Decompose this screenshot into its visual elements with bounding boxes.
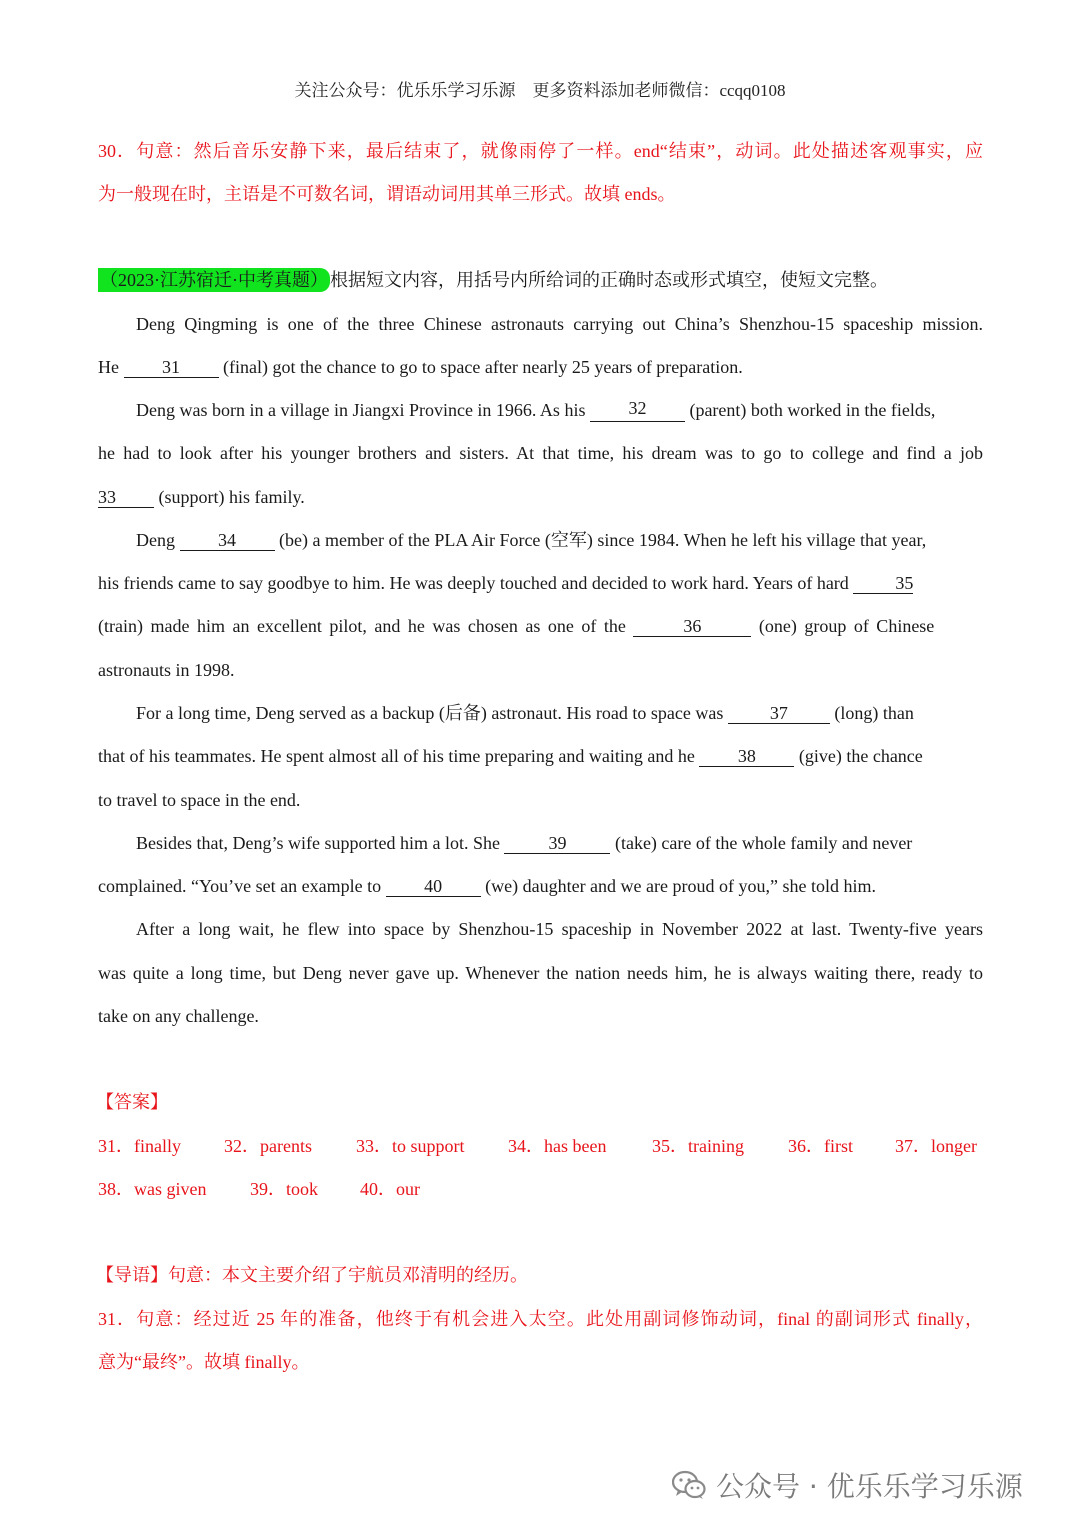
text: He [98, 357, 124, 377]
text: his friends came to say goodbye to him. He was deeply touched and decided to work hard. Years of hard [98, 573, 854, 593]
source-tag: （2023·江苏宿迁·中考真题） [100, 270, 328, 290]
blank-35: 35 [853, 573, 913, 594]
passage-p3-line-4: astronauts in 1998. [98, 660, 235, 680]
passage-p4-line-1 [136, 701, 983, 725]
passage-p6-line-3: take on any challenge. [98, 1006, 259, 1026]
passage-p3-line-2 [98, 571, 983, 595]
watermark-text: 公众号 · 优乐乐学习乐源 [716, 1470, 1023, 1503]
blank-36: 36 [633, 616, 751, 637]
text: Deng was born in a village in Jiangxi Province in 1966. As his [136, 400, 590, 420]
q30-explanation-line-1: 30．句意：然后音乐安静下来，最后结束了，就像雨停了一样。end“结束”，动词。此处描述客观事实，应 [98, 141, 983, 161]
text: complained. “You’ve set an example to [98, 876, 386, 896]
blank-31: 31 [124, 357, 219, 378]
answer-38: 38．was given [98, 1179, 207, 1199]
text: (take) care of the whole family and never [610, 833, 913, 853]
passage-p1-line-2 [98, 355, 983, 379]
page-header: 关注公众号：优乐乐学习乐源 更多资料添加老师微信：ccqq0108 [294, 81, 786, 100]
answer-31: 31．finally [98, 1136, 181, 1156]
blank-38: 38 [699, 746, 794, 767]
answer-36: 36．first [788, 1136, 853, 1156]
passage-p5-line-2 [98, 874, 983, 898]
text: (we) daughter and we are proud of you,” she told him. [480, 876, 876, 896]
passage-p6-line-2: was quite a long time, but Deng never gave up. Whenever the nation needs him, he is always waiting there, ready to [98, 963, 983, 983]
text: (parent) both worked in the fields, [684, 400, 936, 420]
q30-explanation-line-2: 为一般现在时，主语是不可数名词，谓语动词用其单三形式。故填 ends。 [98, 184, 676, 204]
text: (one) group of Chinese [751, 616, 935, 636]
blank-40: 40 [386, 876, 481, 897]
wechat-icon [672, 1470, 706, 1500]
passage-p5-line-1 [136, 831, 983, 855]
blank-33: 33 [98, 487, 154, 508]
text: (be) a member of the PLA Air Force (空军) since 1984. When he left his village that year, [274, 530, 927, 550]
text: (train) made him an excellent pilot, and he was chosen as one of the [98, 616, 634, 636]
section-instruction: 根据短文内容，用括号内所给词的正确时态或形式填空，使短文完整。 [330, 270, 888, 290]
explanation-intro: 【导语】句意：本文主要介绍了宇航员邓清明的经历。 [96, 1265, 528, 1285]
answer-32: 32．parents [224, 1136, 312, 1156]
text: Deng [136, 530, 180, 550]
blank-39: 39 [504, 833, 610, 854]
blank-37: 37 [728, 703, 830, 724]
section-heading [98, 268, 983, 292]
passage-p1-line-1: Deng Qingming is one of the three Chinese astronauts carrying out China’s Shenzhou-15 spaceship mission. [136, 314, 983, 334]
text: (support) his family. [154, 487, 305, 507]
answer-34: 34．has been [508, 1136, 607, 1156]
passage-p2-line-1 [136, 398, 983, 422]
passage-p4-line-3: to travel to space in the end. [98, 790, 301, 810]
answer-37: 37．longer [895, 1136, 977, 1156]
blank-32: 32 [590, 398, 685, 422]
passage-p3-line-1 [136, 528, 983, 552]
answers-heading: 【答案】 [96, 1092, 168, 1112]
answer-39: 39．took [250, 1179, 319, 1199]
passage-p2-line-2: he had to look after his younger brothers and sisters. At that time, his dream was to go to college and find a job [98, 443, 983, 463]
blank-34: 34 [180, 530, 275, 551]
answer-40: 40．our [360, 1179, 420, 1199]
passage-p6-line-1: After a long wait, he flew into space by Shenzhou-15 spaceship in November 2022 at last. Twenty-five years [136, 919, 983, 939]
text: (long) than [829, 703, 914, 723]
passage-p2-line-3 [98, 485, 983, 509]
q31-explanation-line-2: 意为“最终”。故填 finally。 [98, 1352, 310, 1372]
wechat-watermark [672, 1465, 1023, 1505]
text: For a long time, Deng served as a backup (后备) astronaut. His road to space was [136, 703, 728, 723]
text: (give) the chance [794, 746, 923, 766]
text: (final) got the chance to go to space after nearly 25 years of preparation. [218, 357, 743, 377]
passage-p4-line-2 [98, 744, 983, 768]
text: that of his teammates. He spent almost all of his time preparing and waiting and he [98, 746, 700, 766]
answer-35: 35．training [652, 1136, 744, 1156]
text: Besides that, Deng’s wife supported him a lot. She [136, 833, 505, 853]
q31-explanation-line-1: 31．句意：经过近 25 年的准备，他终于有机会进入太空。此处用副词修饰动词，final 的副词形式 finally， [98, 1309, 983, 1329]
answer-33: 33．to support [356, 1136, 465, 1156]
passage-p3-line-3 [98, 614, 983, 638]
